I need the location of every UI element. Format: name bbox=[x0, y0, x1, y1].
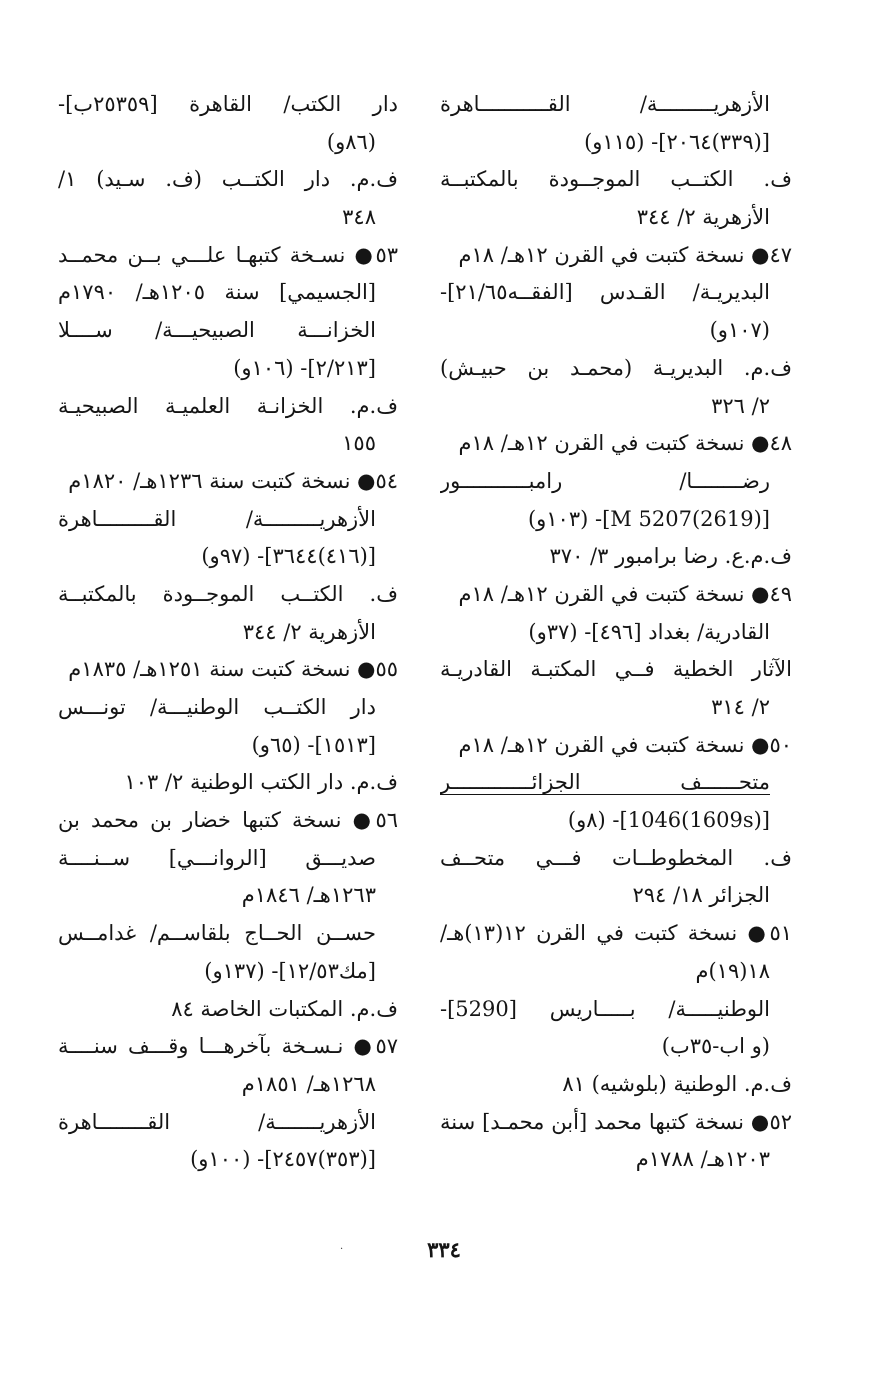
line-text: ٢/ ٣٢٦ bbox=[711, 393, 770, 418]
text-line bbox=[58, 237, 398, 275]
line-text: ف. الكتــب الموجــودة بالمكتبــة bbox=[58, 581, 398, 606]
text-line bbox=[58, 840, 398, 878]
line-text: الأزهرية ٢/ ٣٤٤ bbox=[636, 205, 770, 230]
line-text: الوطنيـــــة/ بـــــاريس [5290]- bbox=[440, 996, 770, 1021]
line-text: ٤٧● نسخة كتبت في القرن ١٢هـ/ ١٨م bbox=[458, 242, 792, 267]
line-text: ٥٦● نسخة كتبها خضار بن محمد بن bbox=[58, 808, 398, 833]
line-text: ٤٨● نسخة كتبت في القرن ١٢هـ/ ١٨م bbox=[458, 431, 792, 456]
line-text: ف.م. الخزانـة العلميـة الصبيحيـة bbox=[58, 393, 398, 418]
line-text: [(٤١٦)٣٦٤٤]- (٩٧و) bbox=[201, 544, 376, 569]
left-column bbox=[58, 86, 398, 1179]
line-text: ف.م.ع. رضا برامبور ٣/ ٣٧٠ bbox=[549, 544, 792, 569]
line-text: ٢/ ٣١٤ bbox=[711, 695, 770, 719]
scan-speck: · bbox=[340, 1244, 344, 1255]
line-text: ١٨(١٩)م bbox=[695, 958, 770, 983]
text-line bbox=[58, 764, 398, 802]
text-line bbox=[58, 576, 398, 614]
line-text: ٣٤٨ bbox=[342, 205, 376, 230]
line-text: [(2619)5207 M]- (١٠٣و) bbox=[527, 506, 770, 531]
line-text: ٥٧● نـسـخة بآخرهـــا وقـــف سنــــة bbox=[58, 1034, 398, 1059]
text-line bbox=[440, 124, 792, 162]
text-line bbox=[58, 953, 398, 991]
text-line bbox=[58, 877, 398, 915]
line-text: ١٢٠٣هـ/ ١٧٨٨م bbox=[635, 1147, 770, 1172]
text-line bbox=[58, 1141, 398, 1179]
line-text: صديـــق [الروانـــي] ســنــــة bbox=[58, 845, 376, 870]
text-line bbox=[58, 350, 398, 388]
text-line bbox=[58, 86, 398, 124]
text-line bbox=[440, 463, 792, 501]
line-text: ١٢٦٣هـ/ ١٨٤٦م bbox=[241, 883, 376, 908]
text-line bbox=[440, 161, 792, 199]
text-line bbox=[58, 651, 398, 689]
line-text: ١٢٦٨هـ/ ١٨٥١م bbox=[241, 1071, 376, 1096]
page-number: ٣٣٤ bbox=[427, 1237, 461, 1262]
line-text: (و اب-٣٥ب) bbox=[661, 1034, 770, 1059]
text-line bbox=[440, 199, 792, 237]
line-text: ف. المخطوطــات فـــي متحــف bbox=[440, 845, 792, 870]
text-line bbox=[440, 350, 792, 388]
text-line bbox=[440, 1028, 792, 1066]
text-line bbox=[440, 953, 792, 991]
text-line bbox=[440, 1066, 792, 1104]
text-line bbox=[440, 237, 792, 275]
line-text: (١٠٧و) bbox=[709, 318, 770, 343]
text-line bbox=[58, 991, 398, 1029]
line-text: ٥٤● نسخة كتبت سنة ١٢٣٦هـ/ ١٨٢٠م bbox=[68, 468, 398, 493]
line-text: ٥١● نسخة كتبت في القرن ١٢(١٣)هـ/ bbox=[440, 921, 792, 946]
line-text: ٤٩● نسخة كتبت في القرن ١٢هـ/ ١٨م bbox=[458, 581, 792, 606]
text-line bbox=[440, 312, 792, 350]
line-text: الآثار الخطية فــي المكتبـة القادريـة bbox=[440, 657, 792, 682]
text-line bbox=[440, 727, 792, 765]
text-line bbox=[58, 1104, 398, 1142]
line-text: ١٥٥ bbox=[342, 431, 376, 456]
text-line bbox=[58, 689, 398, 727]
text-line bbox=[440, 274, 792, 312]
text-line bbox=[58, 802, 398, 840]
line-text: الخزانـــة الصبيحيـــة/ ســــلا bbox=[58, 318, 376, 343]
text-line bbox=[440, 840, 792, 878]
line-text: ف.م. المكتبات الخاصة ٨٤ bbox=[171, 996, 398, 1021]
text-line bbox=[58, 388, 398, 426]
line-text: دار الكتــب الوطنيـــة/ تونـــس bbox=[58, 695, 376, 719]
line-text: [٢/٢١٣]- (١٠٦و) bbox=[233, 355, 376, 380]
text-line bbox=[58, 161, 398, 199]
line-text: [(1609s)1046]- (٨و) bbox=[567, 808, 770, 833]
line-text: دار الكتب/ القاهرة [٢٥٣٥٩ب]- bbox=[58, 92, 398, 116]
line-text: [١٥١٣]- (٦٥و) bbox=[251, 732, 376, 757]
line-text: (٨٦و) bbox=[326, 129, 376, 154]
line-text: حســن الحــاج بلقاســم/ غدامــس bbox=[58, 921, 376, 946]
text-line bbox=[440, 877, 792, 915]
text-line bbox=[58, 1028, 398, 1066]
text-line bbox=[58, 538, 398, 576]
line-text: الأزهريـــــــــة/ القـــــــــــاهرة bbox=[440, 92, 770, 116]
line-text: [(٣٥٣)٢٤٥٧]- (١٠٠و) bbox=[190, 1147, 376, 1172]
line-text: [مك١٢/٥٣]- (١٣٧و) bbox=[204, 958, 376, 983]
line-text: الجزائر ١٨/ ٢٩٤ bbox=[632, 883, 770, 908]
line-text: البديريـة/ القـدس [الفقــه٢١/٦٥]- bbox=[440, 280, 770, 305]
text-line bbox=[440, 86, 792, 124]
text-line bbox=[440, 651, 792, 689]
line-text: ف.م. دار الكتب الوطنية ٢/ ١٠٣ bbox=[124, 770, 398, 795]
text-line bbox=[58, 614, 398, 652]
line-text: ٥٣● نسـخة كتبهـا علـــي بــن محمــد bbox=[58, 242, 398, 267]
text-line bbox=[440, 425, 792, 463]
text-line bbox=[440, 388, 792, 426]
right-column bbox=[440, 86, 792, 1179]
text-line bbox=[58, 915, 398, 953]
text-line bbox=[58, 274, 398, 312]
text-line bbox=[440, 991, 792, 1029]
text-line bbox=[440, 802, 792, 840]
text-line bbox=[58, 312, 398, 350]
text-line bbox=[440, 1141, 792, 1179]
text-line bbox=[58, 124, 398, 162]
text-line bbox=[58, 1066, 398, 1104]
line-text: رضــــــــا/ رامبـــــــــــور bbox=[440, 468, 770, 493]
text-line bbox=[58, 425, 398, 463]
line-text: متحــــــف الجزائـــــــــــــر bbox=[440, 770, 770, 795]
line-text: [الجسيمي] سنة ١٢٠٥هـ/ ١٧٩٠م bbox=[58, 280, 376, 305]
line-text: ٥٥● نسخة كتبت سنة ١٢٥١هـ/ ١٨٣٥م bbox=[68, 657, 398, 682]
text-line bbox=[440, 1104, 792, 1142]
text-line bbox=[58, 501, 398, 539]
text-line bbox=[58, 727, 398, 765]
text-line bbox=[440, 576, 792, 614]
text-line bbox=[440, 764, 792, 802]
line-text: ف.م. الوطنية (بلوشيه) ٨١ bbox=[562, 1071, 792, 1096]
text-line bbox=[58, 463, 398, 501]
line-text: ف. الكتــب الموجــودة بالمكتبــة bbox=[440, 167, 792, 192]
line-text: الأزهريـــــــة/ القــــــــاهرة bbox=[58, 1109, 376, 1134]
text-line bbox=[440, 689, 792, 727]
line-text: [(٣٣٩)٢٠٦٤]- (١١٥و) bbox=[584, 129, 770, 154]
line-text: الأزهرية ٢/ ٣٤٤ bbox=[242, 619, 376, 644]
text-line bbox=[440, 501, 792, 539]
text-line bbox=[440, 915, 792, 953]
text-line bbox=[440, 538, 792, 576]
line-text: ٥٢● نسخة كتبها محمد [أبن محمـد] سنة bbox=[440, 1109, 792, 1134]
line-text: ف.م. دار الكتــب (ف. سـيد) ١/ bbox=[58, 167, 398, 192]
text-line bbox=[58, 199, 398, 237]
line-text: الأزهريـــــــــة/ القـــــــــاهرة bbox=[58, 506, 376, 531]
line-text: ٥٠● نسخة كتبت في القرن ١٢هـ/ ١٨م bbox=[458, 732, 792, 757]
line-text: القادرية/ بغداد [٤٩٦]- (٣٧و) bbox=[528, 619, 770, 644]
line-text: ف.م. البديريـة (محمـد بن حبيـش) bbox=[440, 355, 792, 380]
text-line bbox=[440, 614, 792, 652]
